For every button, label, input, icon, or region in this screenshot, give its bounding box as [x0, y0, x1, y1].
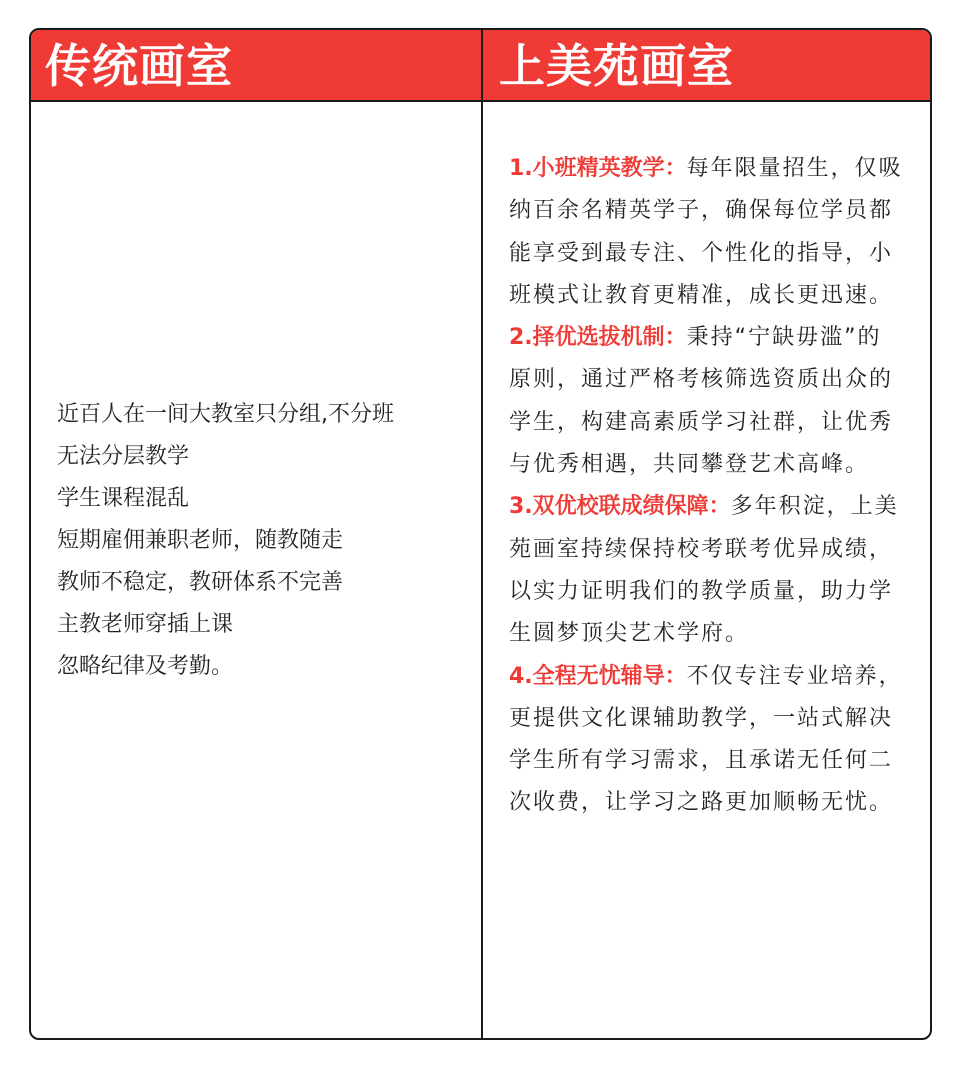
shangmeiyuan-studio-list	[509, 148, 905, 825]
feature-text: 秉持“宁缺毋滥”的原则，通过严格考核筛选资质出众的学生，构建高素质学习社群，让优秀与优秀相遇，共同攀登艺术高峰。	[509, 325, 894, 478]
comparison-table	[29, 28, 932, 1040]
left-item: 教师不稳定，教研体系不完善	[57, 570, 344, 595]
left-item: 近百人在一间大教室只分组,不分班	[57, 402, 394, 427]
column-divider	[481, 30, 483, 1038]
left-item: 学生课程混乱	[57, 486, 190, 511]
feature-heading: 1.小班精英教学：	[509, 156, 687, 181]
left-item: 主教老师穿插上课	[57, 612, 234, 637]
left-item: 短期雇佣兼职老师，随教随走	[57, 528, 344, 553]
feature-heading: 3.双优校联成绩保障：	[509, 494, 731, 520]
left-item: 无法分层教学	[57, 444, 190, 469]
feature-text: 不仅专注专业培养，更提供文化课辅助教学，一站式解决学生所有学习需求，且承诺无任何二次收费，让学习之路更加顺畅无忧。	[509, 663, 903, 816]
feature-text: 每年限量招生，仅吸纳百余名精英学子，确保每位学员都能享受到最专注、个性化的指导，小班模式让教育更精准，成长更迅速。	[509, 156, 903, 308]
right-column-title: 上美苑画室	[499, 39, 734, 93]
feature-item	[509, 656, 905, 825]
feature-item	[509, 317, 905, 486]
traditional-studio-list	[57, 394, 467, 688]
left-item: 忽略纪律及考勤。	[57, 654, 234, 679]
feature-heading: 2.择优选拔机制：	[509, 325, 687, 351]
feature-heading: 4.全程无忧辅导：	[509, 663, 687, 689]
left-column-title: 传统画室	[45, 39, 233, 93]
feature-text: 多年积淀，上美苑画室持续保持校考联考优异成绩，以实力证明我们的教学质量，助力学生圆梦顶尖艺术学府。	[509, 494, 899, 647]
feature-item	[509, 148, 905, 317]
feature-item	[509, 486, 905, 655]
